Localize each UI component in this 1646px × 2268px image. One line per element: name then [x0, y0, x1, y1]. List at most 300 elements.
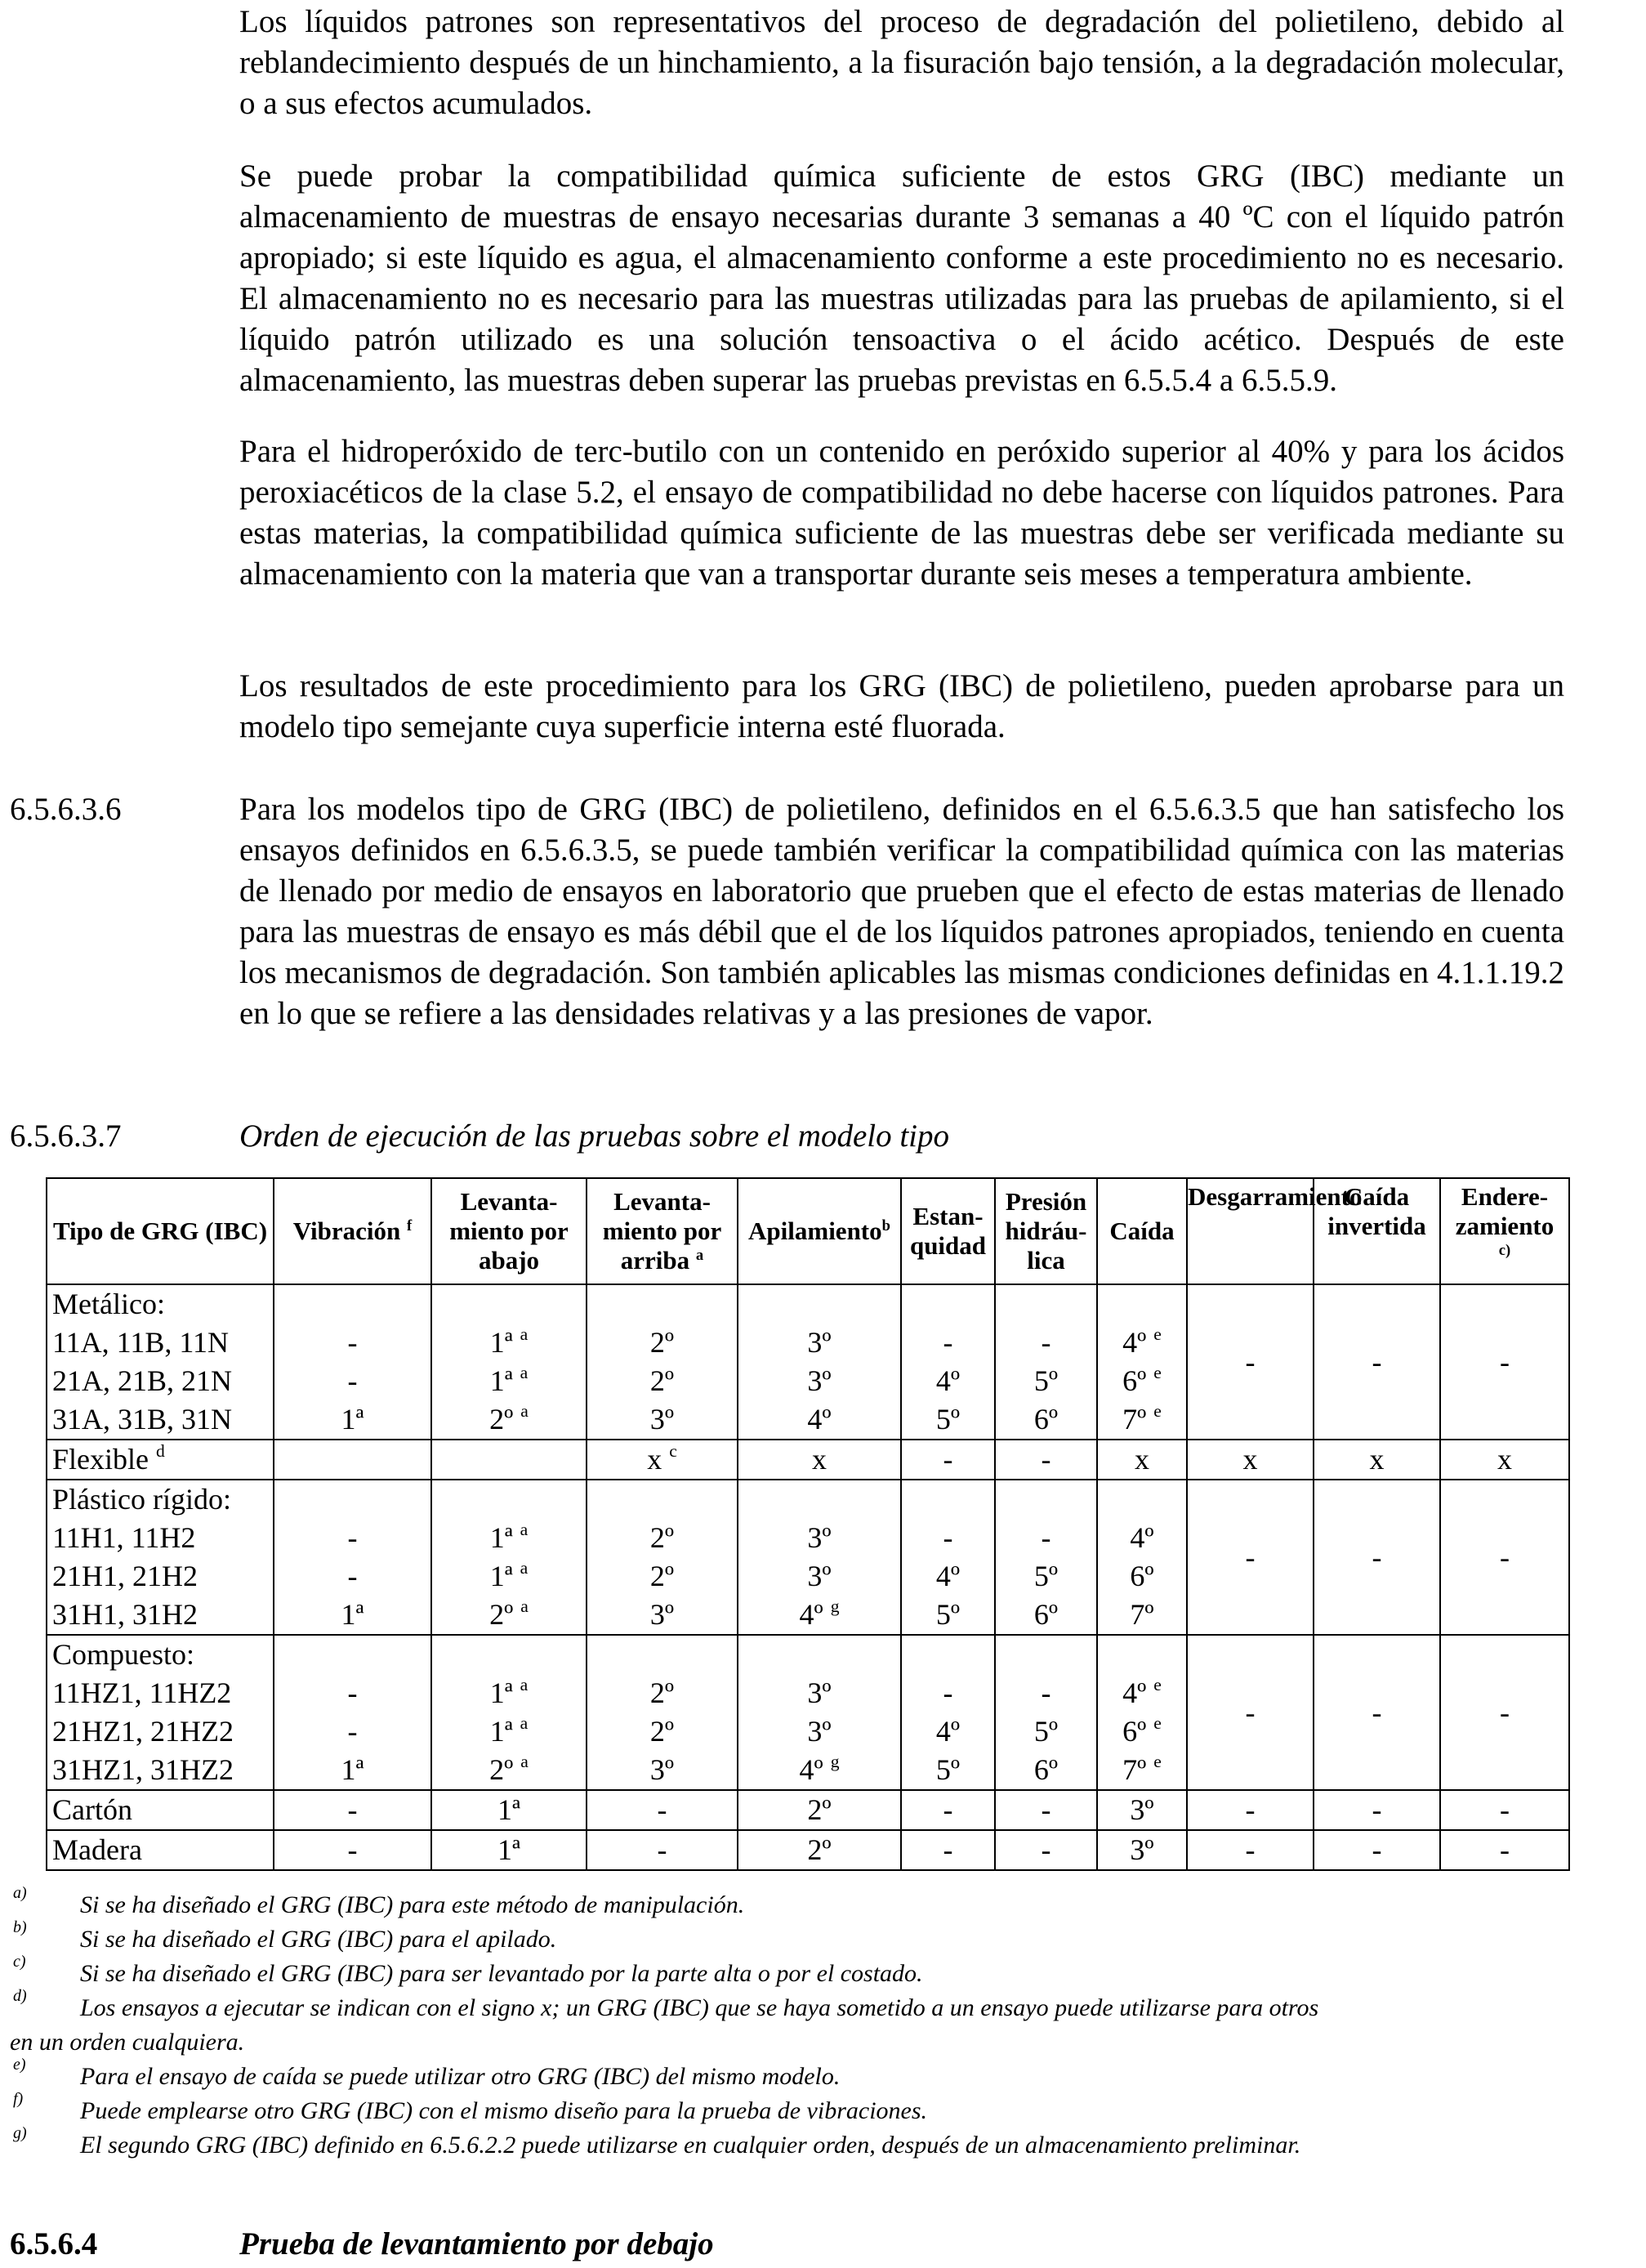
cell-value	[432, 1751, 586, 1789]
cell-value	[738, 1712, 900, 1751]
value-text: -	[347, 1793, 358, 1826]
value-text: -	[1041, 1521, 1051, 1554]
footnote-text: El segundo GRG (IBC) definido en 6.5.6.2.2 puede utilizarse en cualquier orden, después de un almacenamiento preliminar.	[80, 2132, 1301, 2159]
footnote-text: Para el ensayo de caída se puede utilizar otro GRG (IBC) del mismo modelo.	[80, 2063, 841, 2090]
cell-leakproofness	[901, 1440, 995, 1480]
spacer	[274, 1636, 430, 1674]
cell-value	[587, 1712, 737, 1751]
cell-type	[47, 1830, 274, 1870]
spacer	[587, 1480, 737, 1519]
value-text: 7º	[1122, 1753, 1147, 1786]
value-superscript: a	[520, 1674, 529, 1694]
cell-value	[996, 1519, 1096, 1557]
cell-value	[274, 1519, 430, 1557]
value-text: 3º	[807, 1521, 832, 1554]
spacer	[738, 1285, 900, 1324]
spacer	[274, 1480, 430, 1519]
value-text: -	[347, 1560, 358, 1592]
cell-righting	[1440, 1830, 1569, 1870]
table-group-row	[47, 1480, 1569, 1635]
cell-lift-top	[587, 1480, 738, 1635]
cell-value	[274, 1712, 430, 1751]
cell-vibration	[274, 1440, 431, 1480]
value-text: -	[1372, 1793, 1382, 1826]
value-text: 7º	[1122, 1403, 1147, 1435]
footnote-text: Si se ha diseñado el GRG (IBC) para ser levantado por la parte alta o por el costado.	[80, 1960, 923, 1987]
value-text: -	[1372, 1345, 1382, 1378]
table-row-flexible	[47, 1440, 1569, 1480]
cell-tear	[1187, 1635, 1314, 1790]
spacer	[996, 1636, 1096, 1674]
cell-value	[738, 1324, 900, 1362]
header-leakproofness: Estan-quidad	[901, 1178, 995, 1284]
cell-topple	[1314, 1284, 1440, 1440]
cell-hydraulic-pressure	[995, 1284, 1097, 1440]
cell-lift-top	[587, 1440, 738, 1480]
header-stacking: Apilamiento$^b$	[738, 1178, 901, 1284]
cell-leakproofness	[901, 1284, 995, 1440]
value-text: 3º	[807, 1676, 832, 1709]
value-text: 1ª	[489, 1326, 513, 1359]
value-text: -	[943, 1833, 953, 1866]
value-text: -	[943, 1443, 953, 1476]
cell-hydraulic-pressure	[995, 1790, 1097, 1830]
spacer	[996, 1285, 1096, 1324]
section-number-6-5-6-4: 6.5.6.4	[10, 2226, 98, 2261]
value-superscript: c	[669, 1440, 677, 1461]
value-text: -	[1041, 1833, 1051, 1866]
cell-righting	[1440, 1790, 1569, 1830]
cell-value	[432, 1557, 586, 1596]
header-hydraulic-pressure: Presión hidráu-lica	[995, 1178, 1097, 1284]
cell-hydraulic-pressure	[995, 1635, 1097, 1790]
value-text: -	[1500, 1695, 1510, 1729]
value-text: -	[347, 1326, 358, 1359]
value-text: 6º	[1130, 1560, 1154, 1592]
cell-topple	[1314, 1440, 1440, 1480]
footnote-text: Si se ha diseñado el GRG (IBC) para el apilado.	[80, 1926, 557, 1953]
cell-stacking	[738, 1635, 901, 1790]
cell-vibration	[274, 1284, 431, 1440]
cell-tear	[1187, 1830, 1314, 1870]
value-text: 2º	[489, 1753, 514, 1786]
cell-value	[738, 1751, 900, 1789]
cell-value	[432, 1712, 586, 1751]
value-text: 4º	[935, 1560, 961, 1592]
value-superscript: e	[1153, 1751, 1162, 1771]
row-type: Cartón	[52, 1793, 132, 1826]
row-type: 21A, 21B, 21N	[52, 1364, 233, 1397]
value-text: 6º	[1122, 1715, 1147, 1748]
cell-value	[587, 1324, 737, 1362]
value-text: 1ª	[497, 1833, 520, 1866]
cell-value	[738, 1519, 900, 1557]
cell-type	[47, 1480, 274, 1635]
cell-lift-bottom	[431, 1635, 587, 1790]
cell-topple	[1314, 1635, 1440, 1790]
spacer	[274, 1285, 430, 1324]
value-text: 4º	[1130, 1521, 1154, 1554]
value-superscript: a	[520, 1362, 529, 1382]
cell-value	[1098, 1557, 1186, 1596]
cell-lift-bottom	[431, 1440, 587, 1480]
cell-value	[1098, 1712, 1186, 1751]
footnotes	[10, 1884, 1562, 2163]
spacer	[587, 1636, 737, 1674]
footnote-text: Los ensayos a ejecutar se indican con el signo x; un GRG (IBC) que se haya sometido a un ensayo puede utilizarse para otros	[80, 1994, 1319, 2021]
cell-hydraulic-pressure	[995, 1830, 1097, 1870]
value-text: 3º	[807, 1560, 832, 1592]
cell-value	[738, 1674, 900, 1712]
value-text: -	[1372, 1695, 1382, 1729]
cell-value	[587, 1519, 737, 1557]
value-text: -	[347, 1676, 358, 1709]
paragraph-chemical-compatibility: Se puede probar la compatibilidad química suficiente de estos GRG (IBC) mediante un almacenamiento de muestras de ensayo necesarias durante 3 semanas a 40 ºC con el líquido patrón apropiado; si este líquido es agua, el almacenamiento conforme a este procedimiento no es necesario. El almacenamiento no es necesario para las muestras utilizadas para las pruebas de apilamiento, si el líquido patrón utilizado es una solución tensoactiva o el ácido acético. Después de este almacenamiento, las muestras deben superar las pruebas previstas en 6.5.5.4 a 6.5.5.9.	[239, 158, 1564, 398]
value-text: -	[347, 1715, 358, 1748]
row-type: Madera	[52, 1833, 142, 1866]
cell-value	[902, 1400, 994, 1439]
cell-topple	[1314, 1830, 1440, 1870]
test-order-table	[46, 1177, 1570, 1871]
value-text: 4º	[1122, 1326, 1147, 1359]
cell-lift-top	[587, 1284, 738, 1440]
footnote	[10, 1918, 1562, 1957]
group-title: Compuesto:	[52, 1638, 195, 1671]
footnote	[10, 1953, 1562, 1991]
cell-value	[587, 1674, 737, 1712]
row-type: 21HZ1, 21HZ2	[52, 1715, 234, 1748]
row-type: 31H1, 31H2	[52, 1598, 198, 1631]
value-text: x	[1135, 1443, 1149, 1476]
cell-stacking	[738, 1480, 901, 1635]
value-text: 2º	[649, 1364, 675, 1397]
cell-value	[274, 1674, 430, 1712]
cell-value	[274, 1362, 430, 1400]
cell-value	[902, 1362, 994, 1400]
cell-tear	[1187, 1790, 1314, 1830]
value-text: 2º	[489, 1403, 514, 1435]
value-superscript: e	[1153, 1324, 1162, 1344]
value-text: -	[1245, 1345, 1256, 1378]
value-text: -	[1041, 1326, 1051, 1359]
cell-righting	[1440, 1440, 1569, 1480]
header-drop: Caída	[1097, 1178, 1187, 1284]
cell-value	[1098, 1362, 1186, 1400]
section-number-6-5-6-3-7: 6.5.6.3.7	[10, 1118, 122, 1154]
cell-vibration	[274, 1830, 431, 1870]
value-text: -	[347, 1364, 358, 1397]
cell-lift-bottom	[431, 1790, 587, 1830]
cell-drop	[1097, 1790, 1187, 1830]
value-text: 2º	[649, 1560, 675, 1592]
value-text: 5º	[935, 1403, 961, 1435]
value-text: 4º	[807, 1403, 832, 1435]
row-type: 31HZ1, 31HZ2	[52, 1753, 234, 1786]
value-text: -	[943, 1521, 953, 1554]
table-header-row	[47, 1178, 1569, 1284]
value-superscript: a	[520, 1324, 529, 1344]
type-superscript: d	[155, 1440, 165, 1461]
value-text: 2º	[649, 1521, 675, 1554]
spacer	[902, 1636, 994, 1674]
value-text: 5º	[1033, 1715, 1059, 1748]
header-lift-bottom: Levanta-miento por abajo	[431, 1178, 587, 1284]
value-text: 4º	[935, 1364, 961, 1397]
value-text: x	[647, 1443, 662, 1476]
spacer	[738, 1636, 900, 1674]
cell-value	[1098, 1674, 1186, 1712]
paragraph-fluorinated: Los resultados de este procedimiento para los GRG (IBC) de polietileno, pueden aprobarse para un modelo tipo semejante cuya superficie interna esté fluorada.	[239, 668, 1564, 744]
value-superscript: a	[520, 1400, 529, 1421]
section-title-test-order: Orden de ejecución de las pruebas sobre el modelo tipo	[239, 1118, 950, 1154]
cell-drop	[1097, 1830, 1187, 1870]
value-text: -	[1041, 1443, 1051, 1476]
value-text: 6º	[1033, 1598, 1059, 1631]
value-text: 1ª	[497, 1793, 520, 1826]
header-lift-top: Levanta-miento por arriba $^a$	[587, 1178, 738, 1284]
value-text: -	[1500, 1345, 1510, 1378]
value-text: 6º	[1033, 1753, 1059, 1786]
cell-righting	[1440, 1284, 1569, 1440]
paragraph-standard-liquids: Los líquidos patrones son representativos del proceso de degradación del polietileno, debido al reblandecimiento después de un hinchamiento, a la fisuración bajo tensión, a la degradación molecular, o a sus efectos acumulados.	[239, 4, 1564, 121]
footnote	[10, 2124, 1562, 2163]
value-superscript: e	[1153, 1674, 1162, 1694]
cell-stacking	[738, 1790, 901, 1830]
row-type: Flexible	[52, 1443, 149, 1476]
value-superscript: e	[1153, 1362, 1162, 1382]
cell-value	[902, 1751, 994, 1789]
cell-vibration	[274, 1480, 431, 1635]
section-title-lift-bottom: Prueba de levantamiento por debajo	[239, 2226, 714, 2261]
table-group-row	[47, 1284, 1569, 1440]
value-superscript: a	[520, 1519, 529, 1539]
cell-value	[996, 1712, 1096, 1751]
cell-topple	[1314, 1790, 1440, 1830]
value-text: 4º	[935, 1715, 961, 1748]
value-text: -	[1500, 1540, 1510, 1574]
cell-value	[738, 1362, 900, 1400]
value-text: -	[347, 1521, 358, 1554]
spacer	[1098, 1636, 1186, 1674]
row-type: 11HZ1, 11HZ2	[52, 1676, 232, 1709]
cell-value	[738, 1596, 900, 1634]
table-row-madera	[47, 1830, 1569, 1870]
footnote-mark: b)	[13, 1918, 27, 1936]
group-title: Plástico rígido:	[52, 1483, 231, 1516]
cell-lift-bottom	[431, 1830, 587, 1870]
value-superscript: e	[1153, 1712, 1162, 1733]
header-type: Tipo de GRG (IBC)	[47, 1178, 274, 1284]
cell-topple	[1314, 1480, 1440, 1635]
value-text: 2º	[649, 1715, 675, 1748]
value-text: 1ª	[341, 1753, 364, 1786]
value-text: -	[1041, 1676, 1051, 1709]
cell-value	[996, 1596, 1096, 1634]
value-text: 1ª	[489, 1521, 513, 1554]
value-text: 6º	[1122, 1364, 1147, 1397]
value-text: -	[1245, 1695, 1256, 1729]
value-text: 5º	[1033, 1364, 1059, 1397]
spacer	[1098, 1285, 1186, 1324]
cell-drop	[1097, 1440, 1187, 1480]
value-text: -	[943, 1793, 953, 1826]
value-text: 5º	[935, 1598, 961, 1631]
cell-drop	[1097, 1284, 1187, 1440]
cell-type	[47, 1284, 274, 1440]
cell-value	[1098, 1400, 1186, 1439]
value-text: 1ª	[489, 1715, 513, 1748]
table-group-row	[47, 1635, 1569, 1790]
cell-leakproofness	[901, 1480, 995, 1635]
cell-tear	[1187, 1284, 1314, 1440]
value-text: 2º	[649, 1676, 675, 1709]
cell-vibration	[274, 1635, 431, 1790]
cell-stacking	[738, 1830, 901, 1870]
footnote-mark: e)	[13, 2056, 26, 2074]
cell-type	[47, 1440, 274, 1480]
footnote-mark: f)	[13, 2090, 24, 2108]
value-text: 2º	[807, 1833, 832, 1866]
row-type: 21H1, 21H2	[52, 1560, 198, 1592]
value-text: -	[1245, 1540, 1256, 1574]
cell-value	[432, 1674, 586, 1712]
cell-lift-top	[587, 1635, 738, 1790]
cell-value	[587, 1751, 737, 1789]
cell-value	[432, 1596, 586, 1634]
value-superscript: a	[520, 1596, 529, 1616]
footnote-continuation: en un orden cualquiera.	[10, 2029, 245, 2056]
cell-value	[902, 1324, 994, 1362]
value-text: 3º	[807, 1364, 832, 1397]
cell-value	[432, 1519, 586, 1557]
row-type: 31A, 31B, 31N	[52, 1403, 233, 1435]
value-text: x	[812, 1443, 827, 1476]
spacer	[996, 1480, 1096, 1519]
value-superscript: a	[520, 1557, 529, 1578]
value-superscript: a	[520, 1712, 529, 1733]
group-title: Metálico:	[52, 1288, 165, 1320]
value-text: 2º	[489, 1598, 514, 1631]
value-text: -	[1041, 1793, 1051, 1826]
cell-value	[902, 1519, 994, 1557]
footnote	[10, 1987, 1562, 2025]
value-text: 5º	[935, 1753, 961, 1786]
value-text: 2º	[649, 1326, 675, 1359]
value-text: x	[1242, 1443, 1258, 1476]
value-text: -	[1245, 1793, 1256, 1826]
value-text: 1ª	[341, 1403, 364, 1435]
footnote-mark: a)	[13, 1884, 27, 1902]
value-text: 1ª	[341, 1598, 364, 1631]
value-text: -	[943, 1326, 953, 1359]
cell-value	[587, 1362, 737, 1400]
cell-leakproofness	[901, 1635, 995, 1790]
value-text: 4º	[1122, 1676, 1147, 1709]
value-text: -	[657, 1793, 667, 1826]
value-text: 3º	[807, 1326, 832, 1359]
header-righting: Endere-zamiento $^{c)}$	[1440, 1178, 1569, 1284]
spacer	[902, 1285, 994, 1324]
header-tear: Desgarramiento	[1187, 1178, 1314, 1284]
cell-value	[587, 1400, 737, 1439]
cell-righting	[1440, 1480, 1569, 1635]
spacer	[432, 1285, 586, 1324]
value-text: 3º	[649, 1598, 675, 1631]
cell-value	[587, 1596, 737, 1634]
cell-lift-bottom	[431, 1480, 587, 1635]
spacer	[1098, 1480, 1186, 1519]
cell-value	[902, 1596, 994, 1634]
cell-value	[1098, 1519, 1186, 1557]
cell-value	[996, 1324, 1096, 1362]
value-superscript: e	[1153, 1400, 1162, 1421]
cell-hydraulic-pressure	[995, 1440, 1097, 1480]
spacer	[587, 1285, 737, 1324]
value-text: -	[657, 1833, 667, 1866]
value-text: 1ª	[489, 1676, 513, 1709]
value-text: 5º	[1033, 1560, 1059, 1592]
cell-type	[47, 1635, 274, 1790]
value-text: 1ª	[489, 1560, 513, 1592]
cell-value	[902, 1712, 994, 1751]
cell-leakproofness	[901, 1830, 995, 1870]
value-text: 3º	[1130, 1833, 1154, 1866]
cell-value	[274, 1557, 430, 1596]
paragraph-peroxide: Para el hidroperóxido de terc-butilo con un contenido en peróxido superior al 40% y para los ácidos peroxiacéticos de la clase 5.2, el ensayo de compatibilidad no debe hacerse con líquidos patrones. Para estas materias, la compatibilidad química suficiente de las muestras debe ser verificada mediante su almacenamiento con la materia que van a transportar durante seis meses a temperatura ambiente.	[239, 434, 1564, 592]
cell-lift-top	[587, 1790, 738, 1830]
row-type: 11H1, 11H2	[52, 1521, 196, 1554]
paragraph-laboratory-tests: Para los modelos tipo de GRG (IBC) de polietileno, definidos en el 6.5.6.3.5 que han satisfecho los ensayos definidos en 6.5.6.3.5, se puede también verificar la compatibilidad química con las materias de llenado por medio de ensayos en laboratorio que prueben que el efecto de estas materias de llenado para las muestras de ensayo es más débil que el de los líquidos patrones apropiados, teniendo en cuenta los mecanismos de degradación. Son también aplicables las mismas condiciones definidas en 4.1.1.19.2 en lo que se refiere a las densidades relativas y a las presiones de vapor.	[239, 792, 1564, 1031]
cell-value	[902, 1674, 994, 1712]
cell-value	[274, 1751, 430, 1789]
spacer	[902, 1480, 994, 1519]
table-body	[47, 1284, 1569, 1870]
value-text: 4º	[799, 1598, 823, 1631]
value-superscript: g	[830, 1596, 840, 1616]
cell-value	[996, 1400, 1096, 1439]
cell-value	[738, 1400, 900, 1439]
cell-drop	[1097, 1480, 1187, 1635]
spacer	[738, 1480, 900, 1519]
cell-value	[432, 1324, 586, 1362]
cell-drop	[1097, 1635, 1187, 1790]
cell-tear	[1187, 1480, 1314, 1635]
value-text: x	[1497, 1443, 1512, 1476]
value-text: -	[347, 1833, 358, 1866]
spacer	[432, 1480, 586, 1519]
cell-value	[432, 1400, 586, 1439]
section-number-6-5-6-3-6: 6.5.6.3.6	[10, 792, 122, 827]
cell-righting	[1440, 1635, 1569, 1790]
value-text: 1ª	[489, 1364, 513, 1397]
cell-tear	[1187, 1440, 1314, 1480]
cell-value	[902, 1557, 994, 1596]
cell-value	[274, 1596, 430, 1634]
cell-leakproofness	[901, 1790, 995, 1830]
cell-value	[996, 1557, 1096, 1596]
value-text: 3º	[649, 1403, 675, 1435]
value-text: 2º	[807, 1793, 832, 1826]
header-topple: Caída invertida	[1314, 1178, 1440, 1284]
footnote-mark: c)	[13, 1953, 26, 1971]
value-text: 3º	[649, 1753, 675, 1786]
value-text: -	[1245, 1833, 1256, 1866]
cell-value	[274, 1400, 430, 1439]
cell-stacking	[738, 1284, 901, 1440]
value-superscript: a	[520, 1751, 529, 1771]
cell-lift-top	[587, 1830, 738, 1870]
value-text: -	[1372, 1833, 1382, 1866]
